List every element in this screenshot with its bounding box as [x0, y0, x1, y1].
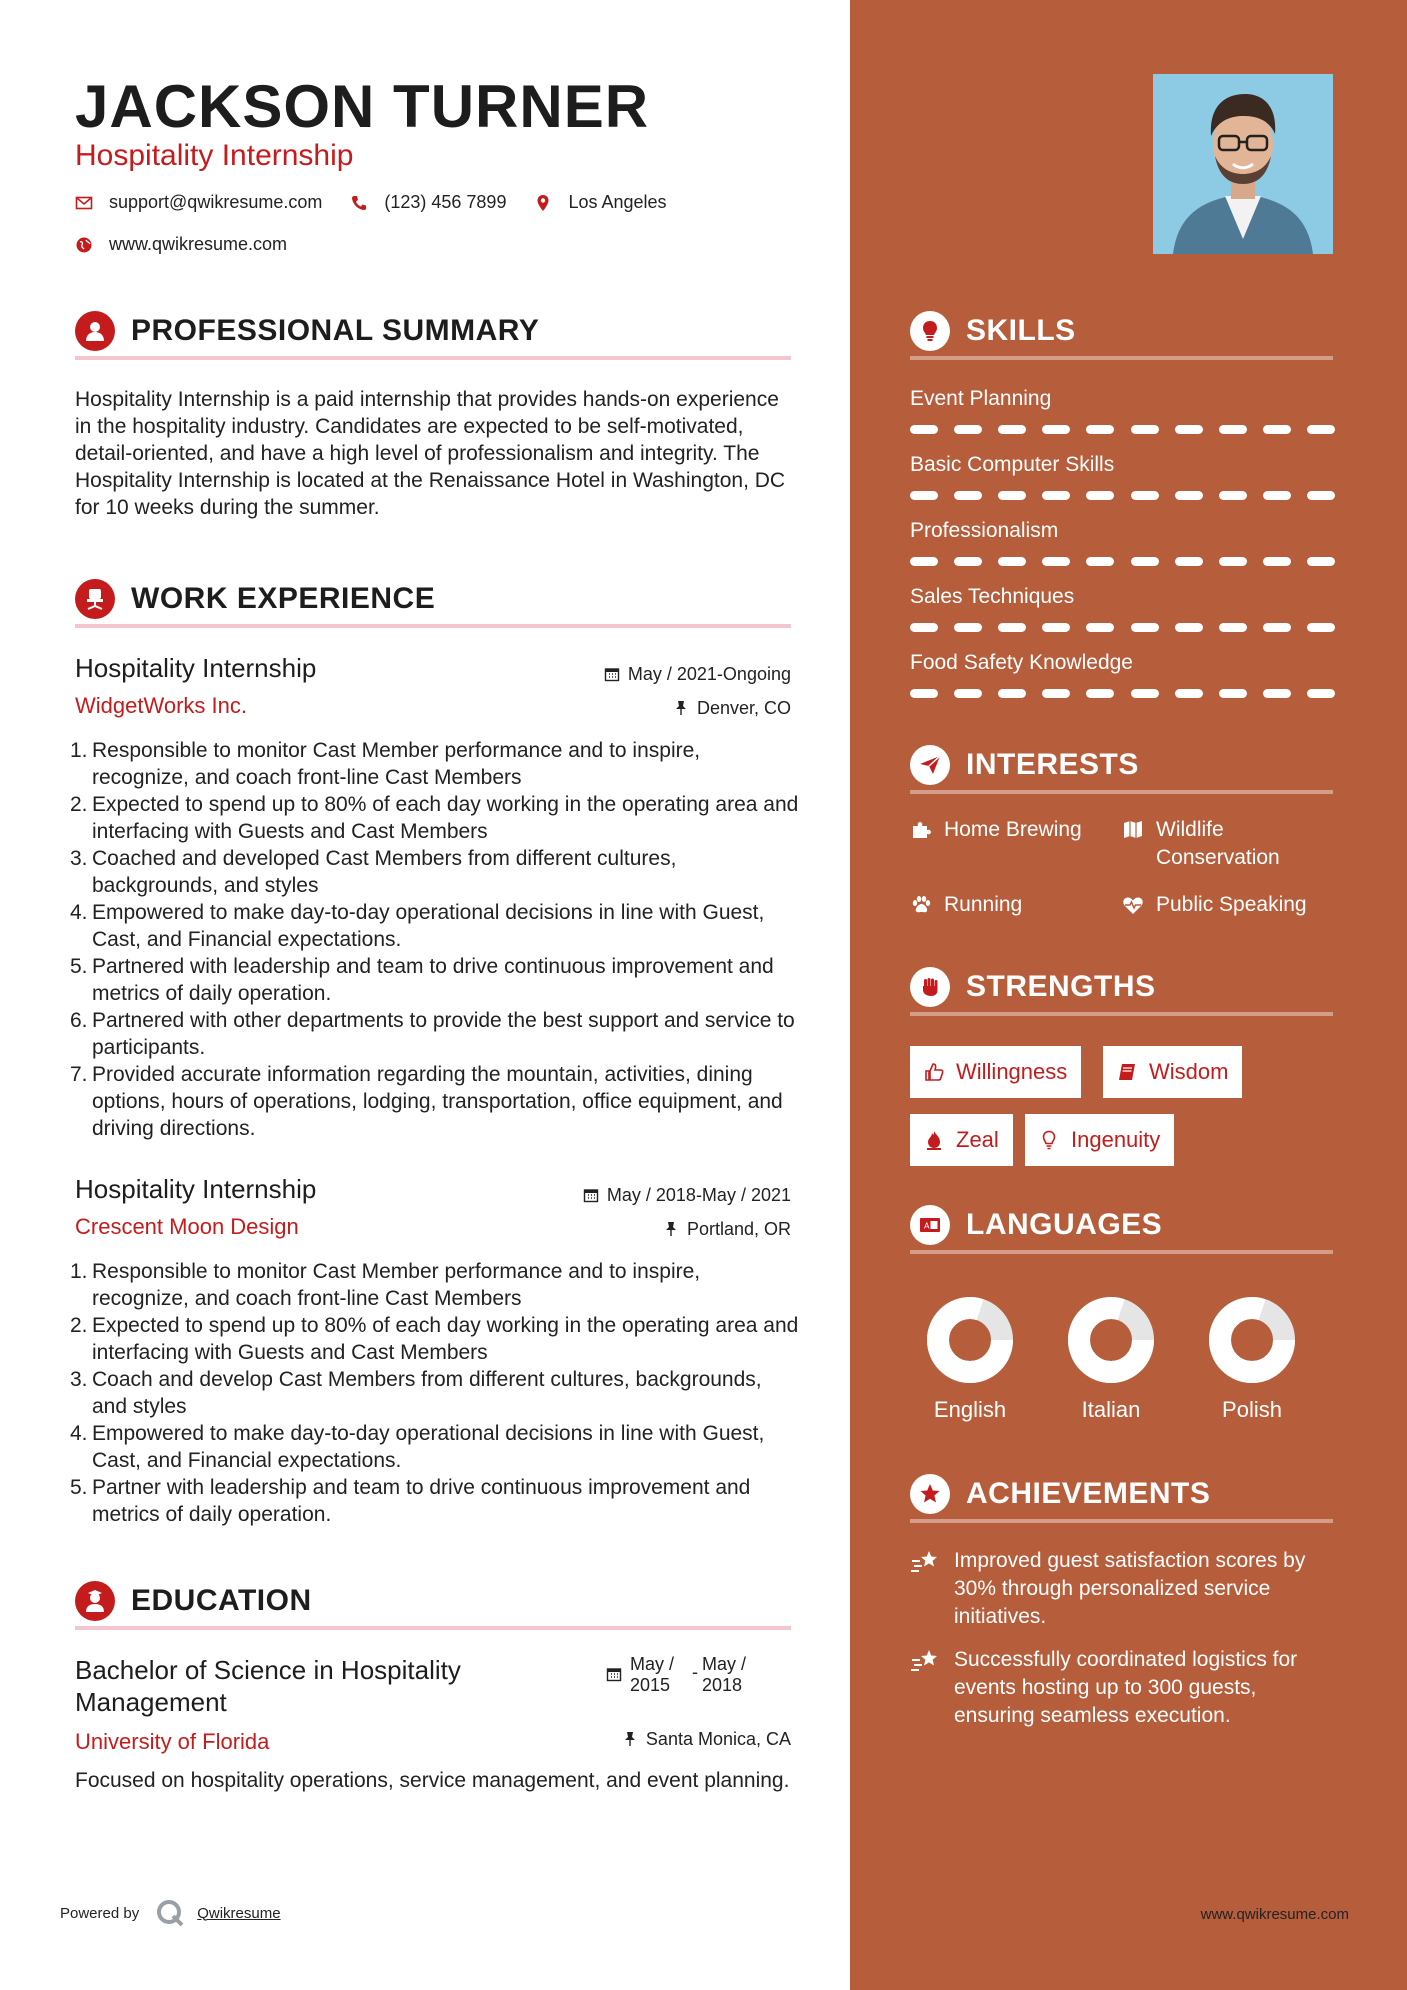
job-2-title: Hospitality Internship: [75, 1174, 317, 1204]
achievement-item: [910, 1547, 1333, 1631]
achievement-item: [910, 1646, 1333, 1730]
skill-label: Basic Computer Skills: [910, 453, 1115, 476]
list-item: 6. Partnered with other departments to provide the best support and service to participants.: [70, 1009, 795, 1059]
experience-title: WORK EXPERIENCE: [131, 582, 436, 615]
education-title: EDUCATION: [131, 1584, 312, 1617]
lightbulb-icon: [910, 311, 950, 351]
interest-label: Running: [944, 893, 1023, 916]
lightbulb-icon: [1039, 1130, 1059, 1150]
job-2-company: Crescent Moon Design: [75, 1214, 299, 1239]
degree-title: Bachelor of Science in Hospitality Management: [75, 1655, 461, 1717]
profile-photo: [1153, 74, 1333, 254]
phone-text: (123) 456 7899: [384, 192, 507, 212]
strength-label: Zeal: [956, 1127, 999, 1152]
location-item: [534, 192, 666, 213]
skill-rating-bar: [910, 425, 1335, 434]
strength-label: Wisdom: [1149, 1059, 1229, 1084]
phone-item[interactable]: [350, 192, 506, 213]
education-description: Focused on hospitality operations, service management, and event planning.: [75, 1769, 790, 1792]
office-chair-icon: [75, 579, 115, 619]
strength-label: Ingenuity: [1071, 1127, 1161, 1152]
heartbeat-icon: [1122, 894, 1144, 916]
star-award-icon: [910, 1474, 950, 1514]
email-text: support@qwikresume.com: [109, 192, 323, 212]
summary-section-header: [75, 312, 791, 360]
achievements-section-header: [910, 1475, 1333, 1523]
skill-rating-bar: [910, 491, 1335, 500]
paper-plane-icon: [910, 745, 950, 785]
education-dates: [606, 1654, 752, 1696]
list-item: 2. Expected to spend up to 80% of each day working in the operating area and interfacing with Guests and Cast Members: [70, 1314, 799, 1364]
pin-icon: [663, 1221, 679, 1237]
experience-section-header: [75, 580, 791, 628]
strength-tag: [910, 1046, 1081, 1098]
job-1-dates-text: May / 2021-Ongoing: [627, 664, 791, 684]
language-donut: [1197, 1292, 1307, 1393]
map-icon: [1122, 819, 1144, 841]
candidate-role: Hospitality Internship: [75, 139, 354, 172]
job-1-location: [673, 697, 791, 719]
education-location: [622, 1728, 791, 1750]
calendar-icon: [604, 666, 620, 682]
calendar-icon: [606, 1666, 622, 1682]
strength-tag: [1103, 1046, 1242, 1098]
qwikresume-link[interactable]: Qwikresume: [197, 1904, 281, 1922]
fire-icon: [924, 1130, 944, 1150]
list-item: 1. Responsible to monitor Cast Member performance and to inspire, recognize, and coach front-line Cast Members: [70, 1260, 701, 1310]
envelope-icon: [75, 194, 93, 212]
interest-label: Home Brewing: [944, 818, 1082, 841]
achievement-text: Improved guest satisfaction scores by 30% through personalized service initiatives.: [954, 1549, 1306, 1628]
skill-rating-bar: [910, 623, 1335, 632]
thumbs-up-icon: [924, 1062, 944, 1082]
phone-icon: [350, 194, 368, 212]
skill-label: Event Planning: [910, 387, 1052, 410]
job-2-dates: [583, 1184, 791, 1206]
languages-title: LANGUAGES: [966, 1208, 1163, 1241]
strength-tag: [910, 1114, 1013, 1166]
skill-rating-bar: [910, 689, 1335, 698]
footer-site[interactable]: www.qwikresume.com: [1200, 1906, 1349, 1923]
education-date-separator: -: [692, 1662, 698, 1682]
language-icon: [910, 1205, 950, 1245]
qwikresume-logo-icon: [155, 1898, 185, 1928]
user-icon: [75, 311, 115, 351]
interests-section-header: [910, 746, 1333, 794]
list-item: 2. Expected to spend up to 80% of each day working in the operating area and interfacing with Guests and Cast Members: [70, 793, 799, 843]
language-donut: [1056, 1292, 1166, 1393]
paw-icon: [910, 894, 932, 916]
job-1-title: Hospitality Internship: [75, 653, 317, 683]
shooting-star-icon: [910, 1549, 940, 1575]
job-2-duties: [70, 1258, 800, 1528]
skill-label: Sales Techniques: [910, 585, 1075, 608]
education-location-text: Santa Monica, CA: [645, 1729, 791, 1749]
list-item: 5. Partner with leadership and team to drive continuous improvement and metrics of daily operation.: [70, 1476, 751, 1526]
book-icon: [1117, 1062, 1137, 1082]
interests-title: INTERESTS: [966, 748, 1139, 781]
skills-title: SKILLS: [966, 314, 1076, 347]
svg-text:A: A: [924, 1221, 930, 1231]
interest-item: [1122, 891, 1307, 919]
shooting-star-icon: [910, 1648, 940, 1674]
languages-section-header: [910, 1206, 1333, 1254]
interest-label: Wildlife Conservation: [1156, 818, 1280, 869]
education-section-header: [75, 1582, 791, 1630]
globe-icon: [75, 236, 93, 254]
language-label: Italian: [1081, 1397, 1141, 1422]
graduate-icon: [75, 1581, 115, 1621]
skill-label: Professionalism: [910, 519, 1059, 542]
interest-item: [910, 891, 1022, 919]
list-item: 3. Coached and developed Cast Members from different cultures, backgrounds, and styles: [70, 847, 677, 897]
job-2-location: [663, 1218, 791, 1240]
contact-row-2: [75, 234, 315, 255]
strengths-section-header: [910, 968, 1333, 1016]
school-name: University of Florida: [75, 1729, 270, 1754]
email-item[interactable]: [75, 192, 322, 213]
calendar-icon: [583, 1187, 599, 1203]
contact-row-1: [75, 192, 695, 213]
achievement-text: Successfully coordinated logistics for events hosting up to 300 guests, ensuring seamless execution.: [954, 1648, 1298, 1727]
list-item: 4. Empowered to make day-to-day operational decisions in line with Guest, Cast, and Financial expectations.: [70, 901, 765, 951]
strength-tag: [1025, 1114, 1174, 1166]
candidate-name: JACKSON TURNER: [75, 73, 650, 140]
job-2-location-text: Portland, OR: [686, 1219, 791, 1239]
language-label: English: [933, 1397, 1007, 1422]
list-item: 7. Provided accurate information regarding the mountain, activities, dining options, hours of operations, lodging, transportation, office equipment, and driving directions.: [70, 1063, 783, 1140]
powered-by-label: Powered by: [60, 1904, 140, 1922]
strengths-title: STRENGTHS: [966, 970, 1156, 1003]
list-item: 3. Coach and develop Cast Members from different cultures, backgrounds, and styles: [70, 1368, 762, 1418]
puzzle-icon: [910, 819, 932, 841]
website-item[interactable]: [75, 234, 287, 255]
job-1-company: WidgetWorks Inc.: [75, 693, 247, 718]
education-start: May / 2015: [630, 1654, 675, 1695]
language-label: Polish: [1222, 1397, 1282, 1422]
job-2-dates-text: May / 2018-May / 2021: [606, 1185, 791, 1205]
location-text: Los Angeles: [568, 192, 667, 212]
job-1-location-text: Denver, CO: [696, 698, 791, 718]
list-item: 4. Empowered to make day-to-day operational decisions in line with Guest, Cast, and Financial expectations.: [70, 1422, 765, 1472]
list-item: 5. Partnered with leadership and team to drive continuous improvement and metrics of daily operation.: [70, 955, 774, 1005]
interest-item: [1122, 816, 1322, 872]
strength-label: Willingness: [956, 1059, 1068, 1084]
avatar: [1153, 74, 1333, 254]
interest-item: [910, 816, 1082, 844]
skills-section-header: [910, 312, 1333, 360]
footer-powered-by: [60, 1898, 281, 1928]
education-end: May / 2018: [702, 1654, 747, 1695]
map-marker-icon: [534, 194, 552, 212]
skill-rating-bar: [910, 557, 1335, 566]
fist-icon: [910, 967, 950, 1007]
skill-label: Food Safety Knowledge: [910, 651, 1133, 674]
summary-text: Hospitality Internship is a paid internship that provides hands-on experience in the hospitality industry. Candidates are expected to be self-motivated, detail-oriented, and have a high level of professionalism and integrity. The Hospitality Internship is located at the Renaissance Hotel in Washington, DC for 10 weeks during the summer.: [75, 388, 786, 519]
interest-label: Public Speaking: [1156, 893, 1307, 916]
pin-icon: [673, 700, 689, 716]
website-text: www.qwikresume.com: [109, 234, 288, 254]
job-1-dates: [604, 663, 791, 685]
language-donut: [915, 1292, 1025, 1393]
job-1-duties: [70, 737, 800, 1142]
pin-icon: [622, 1731, 638, 1747]
summary-title: PROFESSIONAL SUMMARY: [131, 314, 540, 347]
list-item: 1. Responsible to monitor Cast Member performance and to inspire, recognize, and coach front-line Cast Members: [70, 739, 701, 789]
achievements-title: ACHIEVEMENTS: [966, 1477, 1211, 1510]
